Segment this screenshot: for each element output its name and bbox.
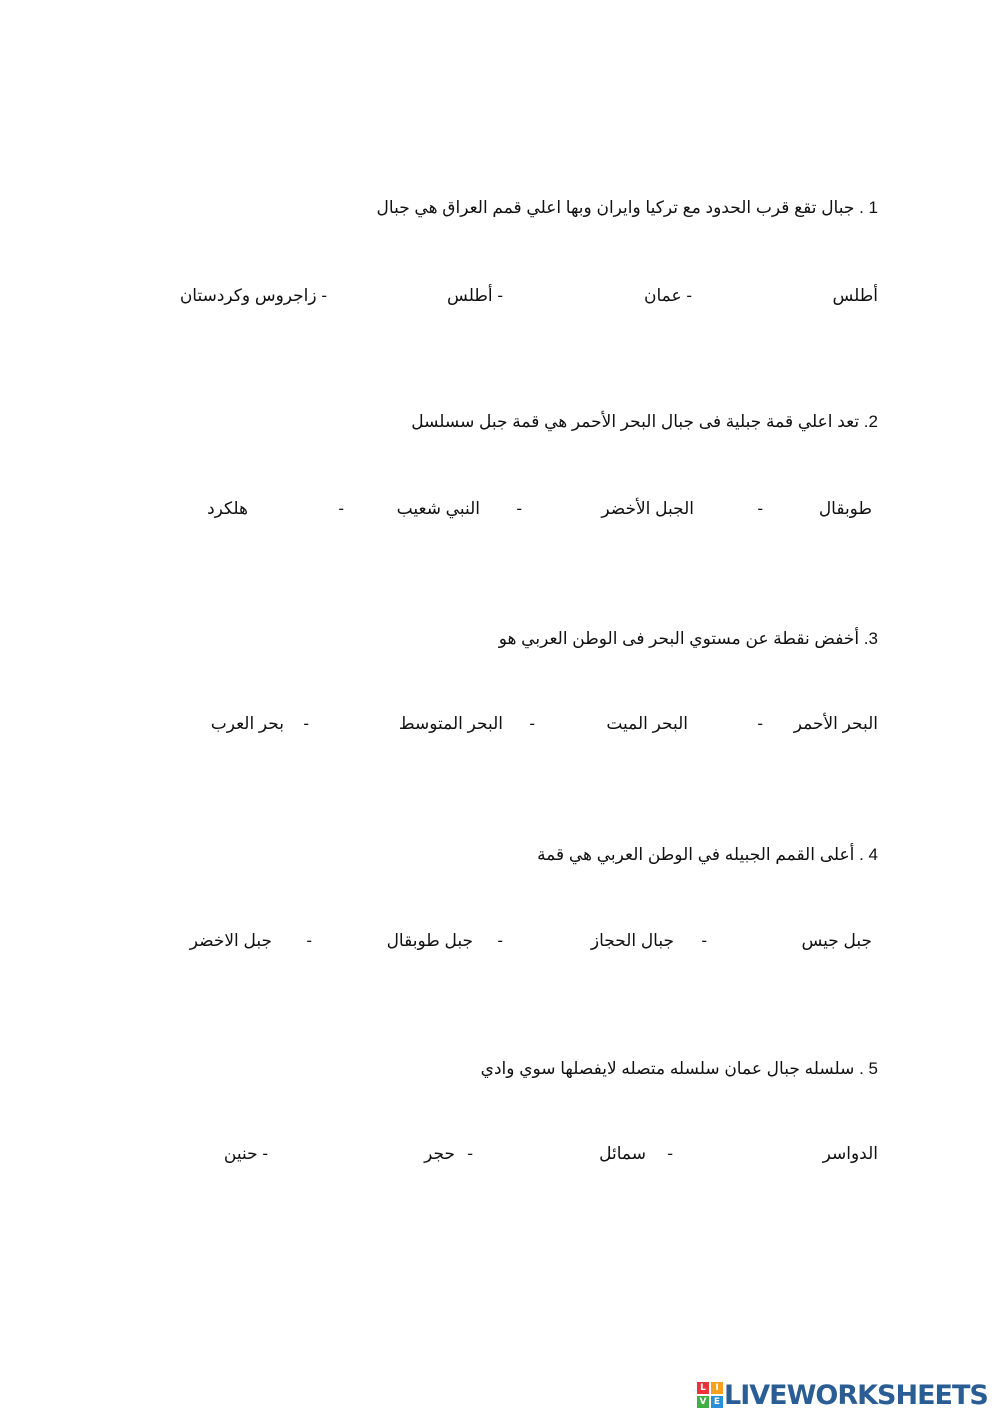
question-2-option-a[interactable]: طوبقال (818, 499, 872, 518)
question-2-dash: - (338, 499, 344, 518)
question-4-dash: - (497, 931, 503, 950)
logo-letter: L (697, 1382, 709, 1394)
question-2-prompt: 2. تعد اعلي قمة جبلية فى جبال البحر الأحمر هي قمة جبل سسلسل (411, 412, 878, 431)
question-4-option-a[interactable]: جبل جيس (801, 931, 872, 950)
liveworksheets-logo-icon (697, 1382, 723, 1408)
question-1-option-a[interactable]: أطلس (832, 286, 878, 305)
question-5-option-d[interactable]: - حنين (223, 1144, 268, 1163)
question-5-option-b[interactable]: سمائل (599, 1144, 646, 1163)
question-4-dash: - (306, 931, 312, 950)
question-5-dash: - (467, 1144, 473, 1163)
question-3-option-b[interactable]: البحر الميت (606, 714, 688, 733)
question-3-option-d[interactable]: بحر العرب (210, 714, 284, 733)
logo-letter: I (711, 1382, 723, 1394)
question-2-dash: - (516, 499, 522, 518)
question-5-prompt: 5 . سلسله جبال عمان سلسله متصله لايفصلها سوي وادي (480, 1059, 878, 1078)
question-5-option-c[interactable]: حجر (424, 1144, 455, 1163)
question-3-option-c[interactable]: البحر المتوسط (398, 714, 503, 733)
question-3-dash: - (529, 714, 535, 733)
question-1-option-d[interactable]: - زاجروس وكردستان (179, 286, 327, 305)
question-3-prompt: 3. أخفض نقطة عن مستوي البحر فى الوطن العربي هو (498, 629, 878, 648)
logo-letter: V (697, 1396, 709, 1408)
question-4-dash: - (701, 931, 707, 950)
question-2-option-d[interactable]: هلكرد (207, 499, 248, 518)
question-3-dash: - (757, 714, 763, 733)
question-1-prompt: 1 . جبال تقع قرب الحدود مع تركيا وايران وبها اعلي قمم العراق هي جبال (376, 198, 878, 217)
question-4-option-b[interactable]: جبال الحجاز (590, 931, 674, 950)
brand-text: LIVEWORKSHEETS (724, 1379, 988, 1411)
question-1-option-c[interactable]: - أطلس (447, 286, 503, 305)
question-4-option-d[interactable]: جبل الاخضر (189, 931, 272, 950)
logo-letter: E (711, 1396, 723, 1408)
question-1-option-b[interactable]: - عمان (643, 286, 692, 305)
question-2-dash: - (757, 499, 763, 518)
question-3-option-a[interactable]: البحر الأحمر (793, 714, 878, 733)
question-2-option-c[interactable]: النبي شعيب (396, 499, 480, 518)
question-3-dash: - (303, 714, 309, 733)
question-4-prompt: 4 . أعلى القمم الجبيله في الوطن العربي هي قمة (537, 845, 878, 864)
question-2-option-b[interactable]: الجبل الأخضر (601, 499, 694, 518)
question-5-dash: - (667, 1144, 673, 1163)
liveworksheets-brand (697, 1380, 988, 1410)
question-4-option-c[interactable]: جبل طوبقال (386, 931, 473, 950)
question-5-option-a[interactable]: الدواسر (822, 1144, 878, 1163)
